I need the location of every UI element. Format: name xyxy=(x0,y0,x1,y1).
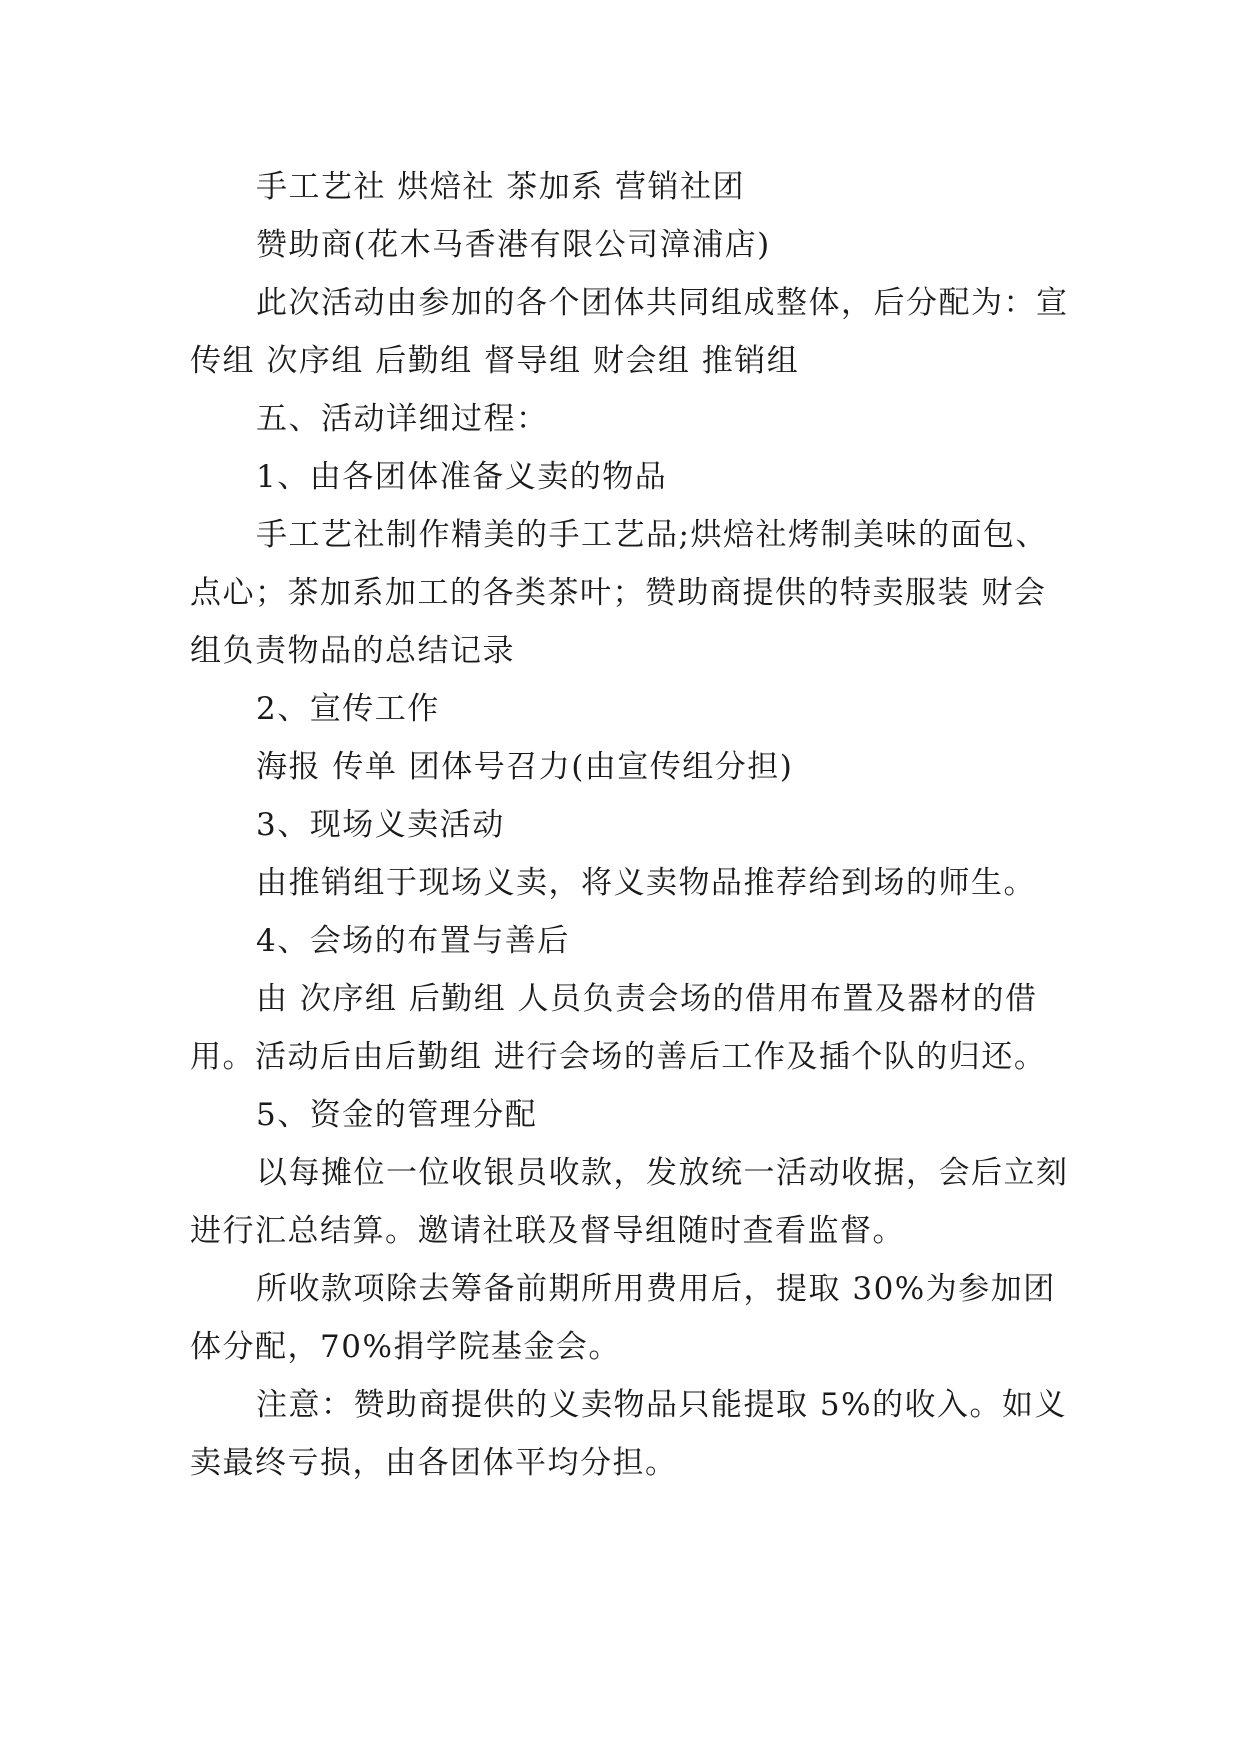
paragraph-onsite-sale: 由推销组于现场义卖，将义卖物品推荐给到场的师生。 xyxy=(256,865,1036,901)
item-heading-5: 5、资金的管理分配 xyxy=(256,1097,538,1133)
paragraph-note: 注意：赞助商提供的义卖物品只能提取 5%的收入。如义卖最终亏损，由各团体平均分担。 xyxy=(190,1387,1068,1481)
paragraph-sponsor: 赞助商(花木马香港有限公司漳浦店) xyxy=(256,227,771,263)
item-heading-1: 1、由各团体准备义卖的物品 xyxy=(256,459,668,495)
document-body xyxy=(190,158,1070,1492)
paragraph-items: 手工艺社制作精美的手工艺品;烘焙社烤制美味的面包、点心；茶加系加工的各类茶叶；赞助商提供的特卖服装 财会组负责物品的总结记录 xyxy=(190,517,1048,669)
item-heading-3: 3、现场义卖活动 xyxy=(256,807,505,843)
paragraph-groups: 此次活动由参加的各个团体共同组成整体，后分配为：宣传组 次序组 后勤组 督导组 财会组 推销组 xyxy=(190,285,1069,379)
paragraph-venue: 由 次序组 后勤组 人员负责会场的借用布置及器材的借用。活动后由后勤组 进行会场的善后工作及插个队的归还。 xyxy=(190,981,1047,1075)
paragraph-promotion: 海报 传单 团体号召力(由宣传组分担) xyxy=(256,749,794,785)
paragraph-distribution: 所收款项除去筹备前期所用费用后，提取 30%为参加团体分配，70%捐学院基金会。 xyxy=(190,1271,1056,1365)
item-heading-2: 2、宣传工作 xyxy=(256,691,440,727)
paragraph-participants: 手工艺社 烘焙社 茶加系 营销社团 xyxy=(256,169,746,205)
item-heading-4: 4、会场的布置与善后 xyxy=(256,923,570,959)
section-heading-process: 五、活动详细过程： xyxy=(256,401,549,437)
paragraph-cashier: 以每摊位一位收银员收款，发放统一活动收据，会后立刻进行汇总结算。邀请社联及督导组随时查看监督。 xyxy=(190,1155,1069,1249)
